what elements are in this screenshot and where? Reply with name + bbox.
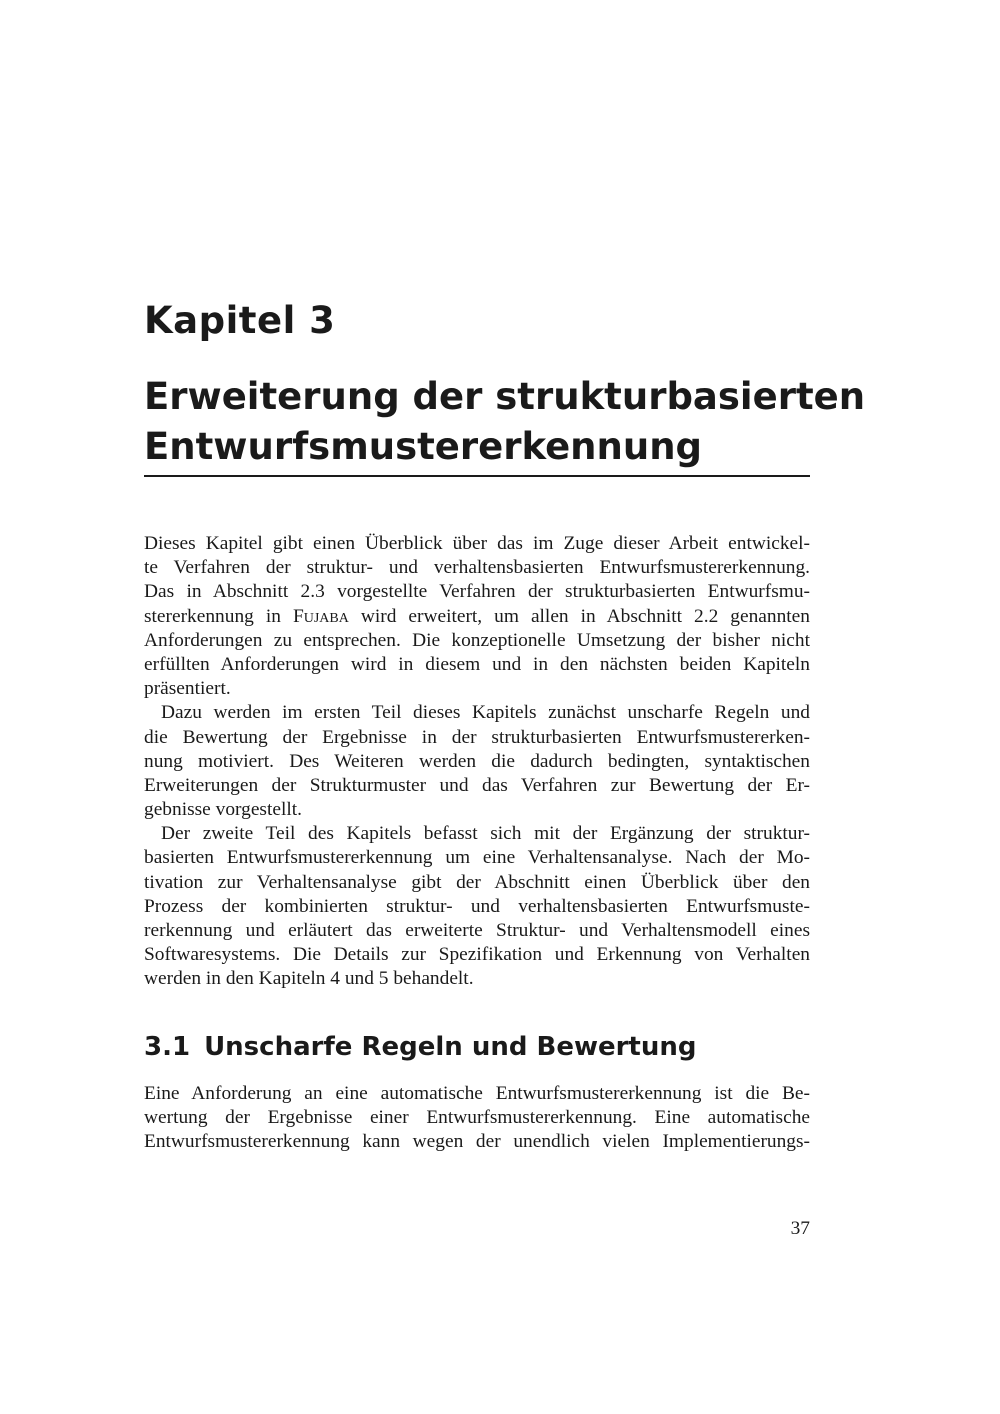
paragraph-3 <box>144 822 810 991</box>
section-heading <box>144 1030 697 1064</box>
text-line: rerkennung und erläutert das erweiterte Struktur- und Verhaltensmodell eines <box>144 920 810 941</box>
text-line: Anforderungen zu entsprechen. Die konzeptionelle Umsetzung der bisher nicht <box>144 629 810 651</box>
text-line: Eine Anforderung an eine automatische Entwurfsmustererkennung ist die Be- <box>144 1083 810 1104</box>
text-line: gebnisse vorgestellt. <box>144 799 302 821</box>
paragraph-2 <box>144 701 810 822</box>
text-line: stererkennung in Fujaba wird erweitert, um allen in Abschnitt 2.2 genannten <box>144 605 810 627</box>
text-line: tivation zur Verhaltensanalyse gibt der Abschnitt einen Überblick über den <box>144 871 810 893</box>
text-line: Prozess der kombinierten struktur- und verhaltensbasierten Entwurfsmuste- <box>144 895 810 917</box>
page-number: 37 <box>790 1218 810 1239</box>
text-line: Der zweite Teil des Kapitels befasst sich mit der Ergänzung der struktur- <box>161 823 810 845</box>
intro-text <box>144 532 810 992</box>
text-line: basierten Entwurfsmustererkennung um eine Verhaltensanalyse. Nach der Mo- <box>144 847 810 869</box>
section-number: 3.1 <box>144 1032 191 1062</box>
text-line: werden in den Kapiteln 4 und 5 behandelt. <box>144 968 474 990</box>
text-line: nung motiviert. Des Weiteren werden die dadurch bedingten, syntaktischen <box>144 750 810 772</box>
chapter-label: Kapitel 3 <box>144 299 336 342</box>
text-line: Das in Abschnitt 2.3 vorgestellte Verfahren der strukturbasierten Entwurfsmu- <box>144 581 810 603</box>
text-line: Dieses Kapitel gibt einen Überblick über das im Zuge dieser Arbeit entwickel- <box>144 533 810 554</box>
paragraph-1 <box>144 532 810 701</box>
program-name: Fujaba <box>292 605 349 627</box>
text-line: die Bewertung der Ergebnisse in der strukturbasierten Entwurfsmustererken- <box>144 726 810 748</box>
text-line: erfüllten Anforderungen wird in diesem und in den nächsten beiden Kapiteln <box>144 653 810 675</box>
chapter-title-line: Entwurfsmustererkennung <box>144 425 703 468</box>
text-line: Softwaresystems. Die Details zur Spezifikation und Erkennung von Verhalten <box>144 944 810 966</box>
chapter-title-line: Erweiterung der strukturbasierten <box>144 375 866 418</box>
chapter-title-rule <box>144 475 810 477</box>
text-line: te Verfahren der struktur- und verhaltensbasierten Entwurfsmustererkennung. <box>144 557 810 579</box>
text-line: präsentiert. <box>144 678 231 700</box>
section-title: Unscharfe Regeln und Bewertung <box>204 1032 697 1062</box>
text-line: wertung der Ergebnisse einer Entwurfsmustererkennung. Eine automatische <box>144 1107 810 1129</box>
text-line: Dazu werden im ersten Teil dieses Kapitels zunächst unscharfe Regeln und <box>161 702 810 724</box>
section-text <box>144 1082 810 1155</box>
text-line: Entwurfsmustererkennung kann wegen der unendlich vielen Implementierungs- <box>144 1131 810 1153</box>
chapter-title <box>144 372 866 472</box>
text-line: Erweiterungen der Strukturmuster und das Verfahren zur Bewertung der Er- <box>144 774 810 796</box>
